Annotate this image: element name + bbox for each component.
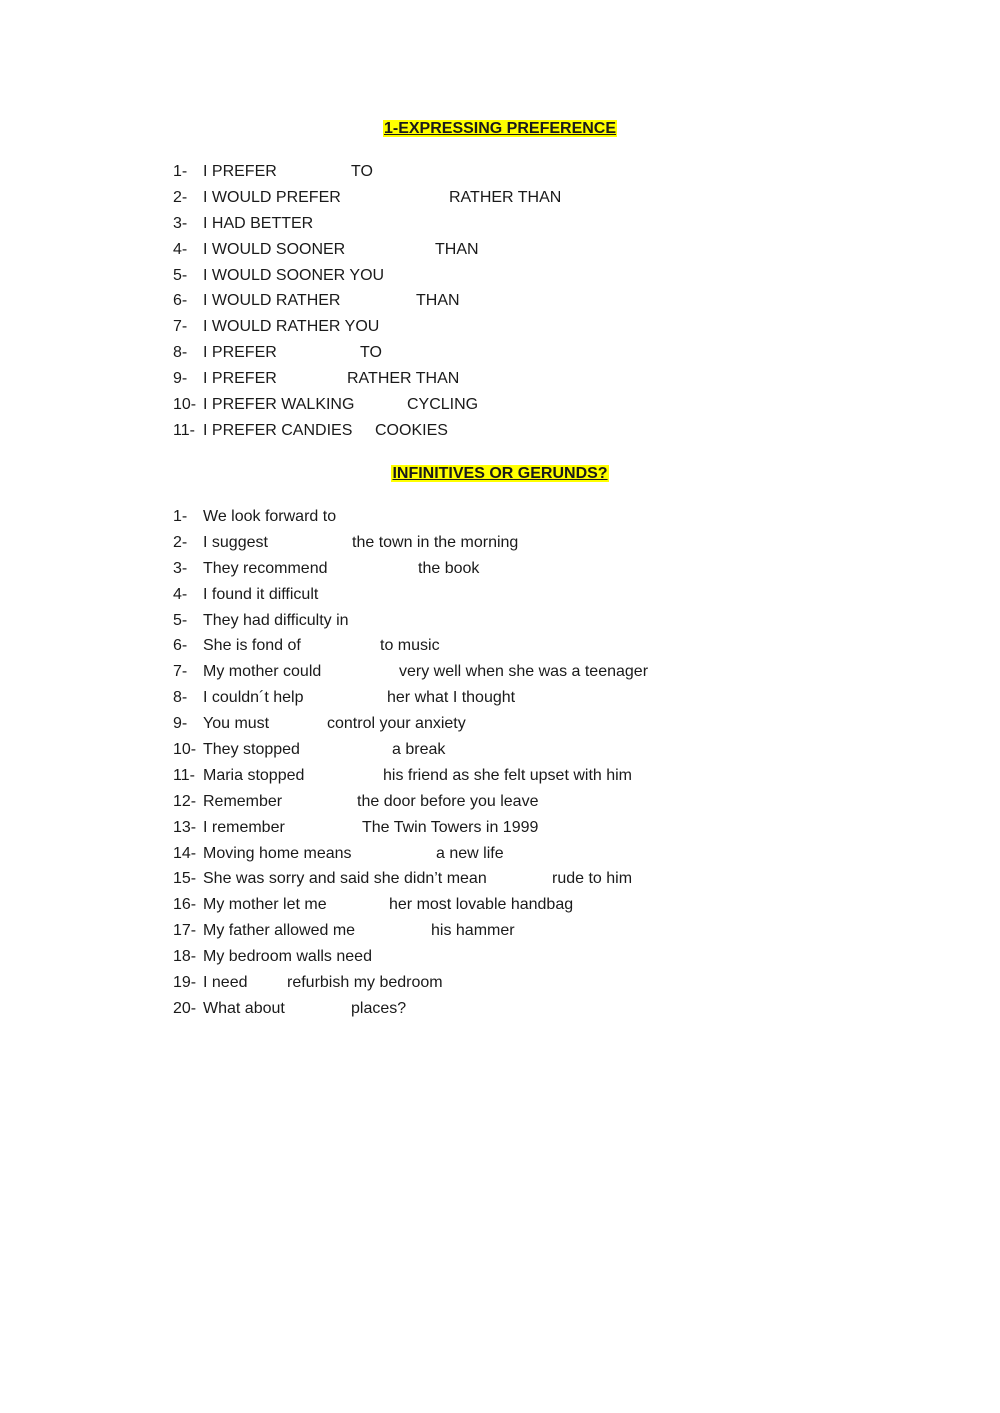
section-title-expressing-preference: 1-EXPRESSING PREFERENCE	[383, 120, 617, 137]
section-title-infinitives-or-gerunds: INFINITIVES OR GERUNDS?	[392, 465, 608, 482]
